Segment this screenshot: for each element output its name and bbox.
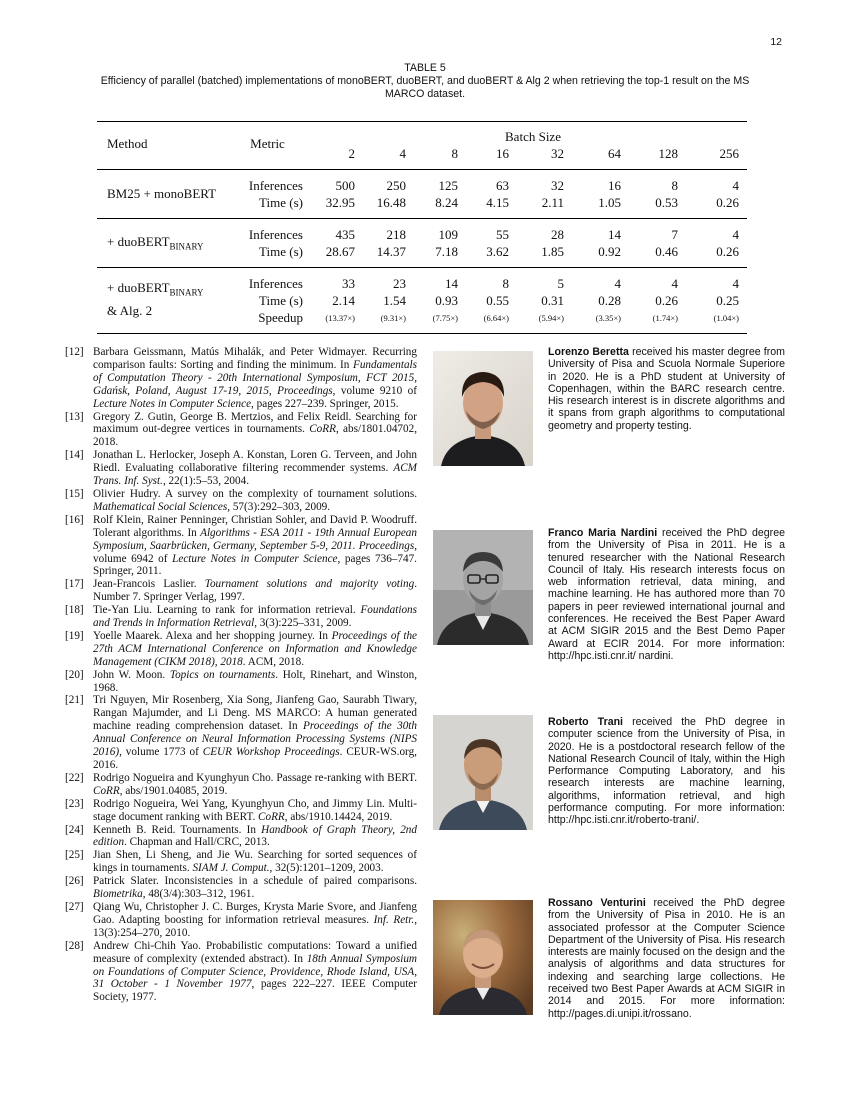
reference-text: , pages 227–239. Springer, 2015. <box>251 397 399 410</box>
reference-number: [27] <box>65 900 84 913</box>
reference-number: [17] <box>65 578 84 591</box>
reference-text: . CEUR-WS.org, 2016. <box>93 746 417 771</box>
table-cell: 8.24 <box>435 194 458 210</box>
reference-text: Topics on tournaments <box>169 668 276 681</box>
reference-text: Inf. Retr. <box>373 913 415 926</box>
reference-item <box>65 449 417 488</box>
portrait-lorenzo-beretta <box>433 351 533 466</box>
reference-text: Fundamentals of Computation Theory - 20th International Symposium, FCT 2015, Gdańsk, Poland, August 17-19, 2015, Proceedings <box>93 358 417 397</box>
reference-text: Rolf Klein, Rainer Penninger, Christian Sohler, and David P. Woodruff. Tolerant algorithms. In <box>93 513 417 539</box>
reference-text: CoRR <box>93 784 120 797</box>
reference-text: , 22(1):5–53, 2004. <box>162 475 250 488</box>
reference-text: , pages 222–227. IEEE Computer Society, 1977. <box>93 978 417 1004</box>
reference-number: [15] <box>65 487 84 500</box>
table-cell: 4 <box>671 275 678 291</box>
reference-text: CoRR <box>309 423 336 436</box>
table-cell: 109 <box>438 226 458 242</box>
reference-text: Jean-Francois Laslier. <box>93 578 205 591</box>
table-cell: 63 <box>496 177 509 193</box>
reference-text: Tri Nguyen, Mir Rosenberg, Xia Song, Jianfeng Gao, Saurabh Tiwary, Rangan Majumder, and Li Deng. MS MARCO: A human generated machine reading comprehension dataset. In <box>93 694 417 733</box>
reference-number: [23] <box>65 797 84 810</box>
reference-text: Lecture Notes in Computer Science <box>172 552 338 565</box>
metric-label: Speedup <box>258 309 303 325</box>
metric-label: Inferences <box>248 177 303 193</box>
table-cell: 0.55 <box>486 292 509 308</box>
metric-label: Inferences <box>248 226 303 242</box>
table-cell: 16 <box>608 177 621 193</box>
reference-text: , volume 1773 of <box>119 746 203 759</box>
table-cell: 2.11 <box>541 194 564 210</box>
batch-size-header: 8 <box>451 145 458 161</box>
table-caption-text: Efficiency of parallel (batched) implementations of monoBERT, duoBERT, and duoBERT & Alg 2 when retrieving the top-1 result on the MS MARCO dataset. <box>100 75 750 100</box>
reference-text: Rodrigo Nogueira, Wei Yang, Kyunghyun Cho, and Jimmy Lin. Multi-stage document ranking with BERT. <box>93 797 417 823</box>
header-metric: Metric <box>250 136 285 151</box>
reference-text: , 32(5):1201–1209, 2003. <box>269 862 384 875</box>
bio-franco-maria-nardini: Franco Maria Nardini received the PhD degree from the University of Pisa in 2011. He is a tenured researcher with the National Research Council of Italy. His research interests focus on web information retrieval, data mining, and machine learning. He has authored more than 70 papers in peer reviewed international journal and conferences. He received the Best Paper Award at ACM SIGIR 2015 and the Best Demo Paper Award at ECIR 2014. For more information: http://hpc.isti.cnr.it/ nardini. <box>548 527 785 662</box>
table-label: TABLE 5 <box>404 62 446 74</box>
reference-text: John W. Moon. <box>93 668 170 681</box>
reference-text: Tournament solutions and majority voting <box>204 578 415 591</box>
metric-label: Time (s) <box>259 292 303 308</box>
table-cell: 23 <box>393 275 406 291</box>
reference-text: . Number 7. Springer Verlag, 1997. <box>93 578 418 604</box>
table-cell: 5 <box>557 275 564 291</box>
reference-item <box>65 514 417 579</box>
table-cell: 32 <box>551 177 564 193</box>
portrait-franco-maria-nardini <box>433 530 533 645</box>
reference-item <box>65 798 417 824</box>
table-row <box>97 177 747 194</box>
table-cell: 0.46 <box>655 243 678 259</box>
table-cell: (6.64×) <box>483 312 509 323</box>
table-row <box>97 275 747 292</box>
reference-item <box>65 901 417 940</box>
metric-label: Inferences <box>248 275 303 291</box>
table-cell: 4 <box>732 226 739 242</box>
table-cell: 8 <box>502 275 509 291</box>
reference-text: CEUR Workshop Proceedings <box>202 746 340 759</box>
table-cell: 28.67 <box>325 243 355 259</box>
table-cell: 1.85 <box>541 243 564 259</box>
reference-number: [26] <box>65 875 84 888</box>
table-cell: 250 <box>386 177 406 193</box>
table-cell: 0.25 <box>716 292 739 308</box>
reference-text: Tie-Yan Liu. Learning to rank for information retrieval. <box>93 604 361 617</box>
table-cell: (1.74×) <box>652 312 678 323</box>
table-cell: 0.93 <box>435 292 458 308</box>
reference-text: Algorithms - ESA 2011 - 19th Annual European Symposium, Saarbrücken, Germany, September 5-9, 2011. Proceedings <box>93 526 417 552</box>
reference-text: Andrew Chi-Chih Yao. Probabilistic computations: Toward a unified measure of complexity (extended abstract). In <box>93 939 417 965</box>
reference-number: [20] <box>65 668 84 681</box>
reference-number: [25] <box>65 849 84 862</box>
table-caption <box>80 62 770 101</box>
batch-size-header: 32 <box>551 145 564 161</box>
table-cell: 0.26 <box>716 243 739 259</box>
table-cell: 33 <box>342 275 355 291</box>
reference-number: [21] <box>65 694 84 707</box>
reference-number: [22] <box>65 771 84 784</box>
reference-number: [12] <box>65 346 84 358</box>
reference-text: Kenneth B. Reid. Tournaments. In <box>93 823 262 836</box>
reference-text: , volume 9210 of <box>332 384 417 397</box>
reference-text: Rodrigo Nogueira and Kyunghyun Cho. Passage re-ranking with BERT. <box>93 771 417 784</box>
reference-number: [16] <box>65 513 84 526</box>
table-cell: 0.92 <box>598 243 621 259</box>
reference-item <box>65 772 417 798</box>
table-cell: 7.18 <box>435 243 458 259</box>
reference-item <box>65 940 417 1005</box>
batch-size-header: 64 <box>608 145 621 161</box>
reference-text: , pages 736–747. Springer, 2011. <box>93 552 417 578</box>
table-cell: 16.48 <box>376 194 406 210</box>
reference-text: . Chapman and Hall/CRC, 2013. <box>124 836 270 849</box>
bio-roberto-trani: Roberto Trani received the PhD degree in computer science from the University of Pisa, in 2020. He is a postdoctoral research fellow of the National Research Council of Italy, within the High Performance Computing Laboratory, and his research interests are machine learning, algorithms, information retrieval, and high performance computing. For more information: http://hpc.isti.cnr.it/roberto-trani/. <box>548 716 785 827</box>
reference-text: Patrick Slater. Inconsistencies in a schedule of paired comparisons. <box>93 875 417 888</box>
reference-item <box>65 346 417 411</box>
table-cell: 32.95 <box>325 194 355 210</box>
reference-item <box>65 604 417 630</box>
reference-text: , 57(3):292–303, 2009. <box>227 500 331 513</box>
reference-text: , 48(3/4):303–312, 1961. <box>142 888 255 901</box>
table-cell: 2.14 <box>332 292 355 308</box>
efficiency-table <box>97 121 747 334</box>
batch-size-header: 2 <box>348 145 355 161</box>
reference-text: Lecture Notes in Computer Science <box>93 397 252 410</box>
table-cell: 8 <box>671 177 678 193</box>
table-cell: 55 <box>496 226 509 242</box>
table-cell: 218 <box>386 226 406 242</box>
table-cell: (9.31×) <box>380 312 406 323</box>
reference-number: [18] <box>65 604 84 617</box>
table-cell: 14 <box>445 275 458 291</box>
reference-text: Qiang Wu, Christopher J. C. Burges, Krysta Marie Svore, and Jianfeng Gao. Adapting boosting for information retrieval measures. <box>93 900 417 926</box>
batch-size-header: 128 <box>658 145 678 161</box>
table-cell: (7.75×) <box>432 312 458 323</box>
portrait-roberto-trani <box>433 715 533 830</box>
header-method: Method <box>107 136 148 151</box>
metric-label: Time (s) <box>259 243 303 259</box>
table-cell: 3.62 <box>486 243 509 259</box>
reference-item <box>65 578 417 604</box>
table-cell: 28 <box>551 226 564 242</box>
reference-text: , volume 6942 of <box>93 539 417 565</box>
reference-text: , abs/1801.04702, 2018. <box>93 423 417 449</box>
table-cell: 0.31 <box>541 292 564 308</box>
table-cell: 435 <box>335 226 355 242</box>
references-list <box>65 346 417 1004</box>
table-cell: (13.37×) <box>325 312 355 323</box>
table-header-row-1 <box>97 122 747 145</box>
reference-text: Foundations and Trends in Information Retrieval <box>93 604 417 630</box>
table-cell: 4 <box>614 275 621 291</box>
reference-text: 18th Annual Symposium on Foundations of Computer Science, Providence, Rhode Island, USA, 31 October - 1 November 1977 <box>93 952 417 991</box>
reference-item <box>65 875 417 901</box>
reference-text: Proceedings of the 30th Annual Conference on Neural Information Processing Systems (NIPS 2016) <box>93 720 418 759</box>
table-cell: 125 <box>438 177 458 193</box>
reference-text: . ACM, 2018. <box>242 655 304 668</box>
header-batch-size: Batch Size <box>505 128 561 144</box>
batch-size-header: 256 <box>719 145 739 161</box>
reference-text: . Holt, Rinehart, and Winston, 1968. <box>93 668 417 694</box>
table-cell: 14 <box>608 226 621 242</box>
table-row <box>97 226 747 243</box>
batch-size-header: 4 <box>399 145 406 161</box>
reference-text: Proceedings of the 27th ACM International Conference on Information and Knowledge Management (CIKM 2018), 2018 <box>93 629 417 668</box>
portrait-rossano-venturini <box>433 900 533 1015</box>
table-cell: 7 <box>671 226 678 242</box>
reference-text: Jian Shen, Li Sheng, and Jie Wu. Searching for sorted sequences of kings in tournaments. <box>93 849 417 875</box>
batch-size-header: 16 <box>496 145 509 161</box>
reference-item <box>65 669 417 695</box>
table-cell: 14.37 <box>376 243 406 259</box>
reference-text: SIAM J. Comput. <box>192 862 270 875</box>
table-cell: 4 <box>732 275 739 291</box>
table-cell: 4 <box>732 177 739 193</box>
reference-text: Olivier Hudry. A survey on the complexity of tournament solutions. <box>93 487 417 500</box>
reference-item <box>65 849 417 875</box>
bio-lorenzo-beretta: Lorenzo Beretta received his master degree from University of Pisa and Scuola Normale Superiore in 2020. He is a PhD student at University of Copenhagen, within the BARC research centre. His research interest is in discrete algorithms and it spans from graph algorithms to computational geometry and property testing. <box>548 346 785 432</box>
method-duobert-binary: + duoBERT$_{BINARY}$ <box>107 234 204 252</box>
reference-item <box>65 694 417 771</box>
table-cell: 1.54 <box>383 292 406 308</box>
table-cell: 500 <box>335 177 355 193</box>
table-cell: (5.94×) <box>538 312 564 323</box>
bio-rossano-venturini: Rossano Venturini received the PhD degree from the University of Pisa in 2010. He is an associated professor at the Computer Science Department of the University of Pisa. His research interests are mainly focused on the design and the analysis of algorithms and data structures for indexing and searching large collections. He received two Best Paper Awards at ACM SIGIR in 2014 and 2015. For more information: http://pages.di.unipi.it/rossano. <box>548 897 785 1020</box>
table-cell: 1.05 <box>598 194 621 210</box>
reference-item <box>65 411 417 450</box>
reference-number: [19] <box>65 629 84 642</box>
reference-text: Gregory Z. Gutin, George B. Mertzios, and Felix Reidl. Searching for maximum out-degree vertices in tournaments. <box>93 410 417 436</box>
table-cell: 0.26 <box>655 292 678 308</box>
table-cell: (1.04×) <box>713 312 739 323</box>
table-cell: 0.28 <box>598 292 621 308</box>
reference-text: , abs/1910.14424, 2019. <box>284 810 393 823</box>
reference-text: Yoelle Maarek. Alexa and her shopping journey. In <box>93 629 332 642</box>
reference-text: Biometrika <box>93 888 143 901</box>
table-cell: 4.15 <box>486 194 509 210</box>
reference-number: [14] <box>65 449 84 462</box>
reference-text: Mathematical Social Sciences <box>93 500 228 513</box>
page-number: 12 <box>770 36 782 48</box>
reference-number: [13] <box>65 410 84 423</box>
reference-number: [24] <box>65 823 84 836</box>
reference-text: Handbook of Graph Theory, 2nd edition <box>93 823 417 849</box>
reference-text: , abs/1901.04085, 2019. <box>119 784 228 797</box>
reference-text: CoRR <box>258 810 285 823</box>
reference-text: , 13(3):254–270, 2010. <box>93 913 417 939</box>
reference-item <box>65 824 417 850</box>
reference-number: [28] <box>65 939 84 952</box>
table-cell: 0.53 <box>655 194 678 210</box>
reference-text: , 3(3):225–331, 2009. <box>254 617 352 630</box>
reference-item <box>65 488 417 514</box>
method-duobert-binary-alg2: + duoBERT$_{BINARY}$ & Alg. 2 <box>107 280 204 318</box>
reference-text: Jonathan L. Herlocker, Joseph A. Konstan, Loren G. Terveen, and John Riedl. Evaluating collaborative filtering recommender systems. <box>93 449 417 475</box>
table-cell: (3.35×) <box>595 312 621 323</box>
reference-text: Barbara Geissmann, Matús Mihalák, and Peter Widmayer. Recurring comparison faults: Sorting and finding the minimum. In <box>93 346 417 371</box>
reference-text: ACM Trans. Inf. Syst. <box>93 462 417 488</box>
metric-label: Time (s) <box>259 194 303 210</box>
method-bm25-monobert: BM25 + monoBERT <box>107 186 217 201</box>
reference-item <box>65 630 417 669</box>
table-cell: 0.26 <box>716 194 739 210</box>
